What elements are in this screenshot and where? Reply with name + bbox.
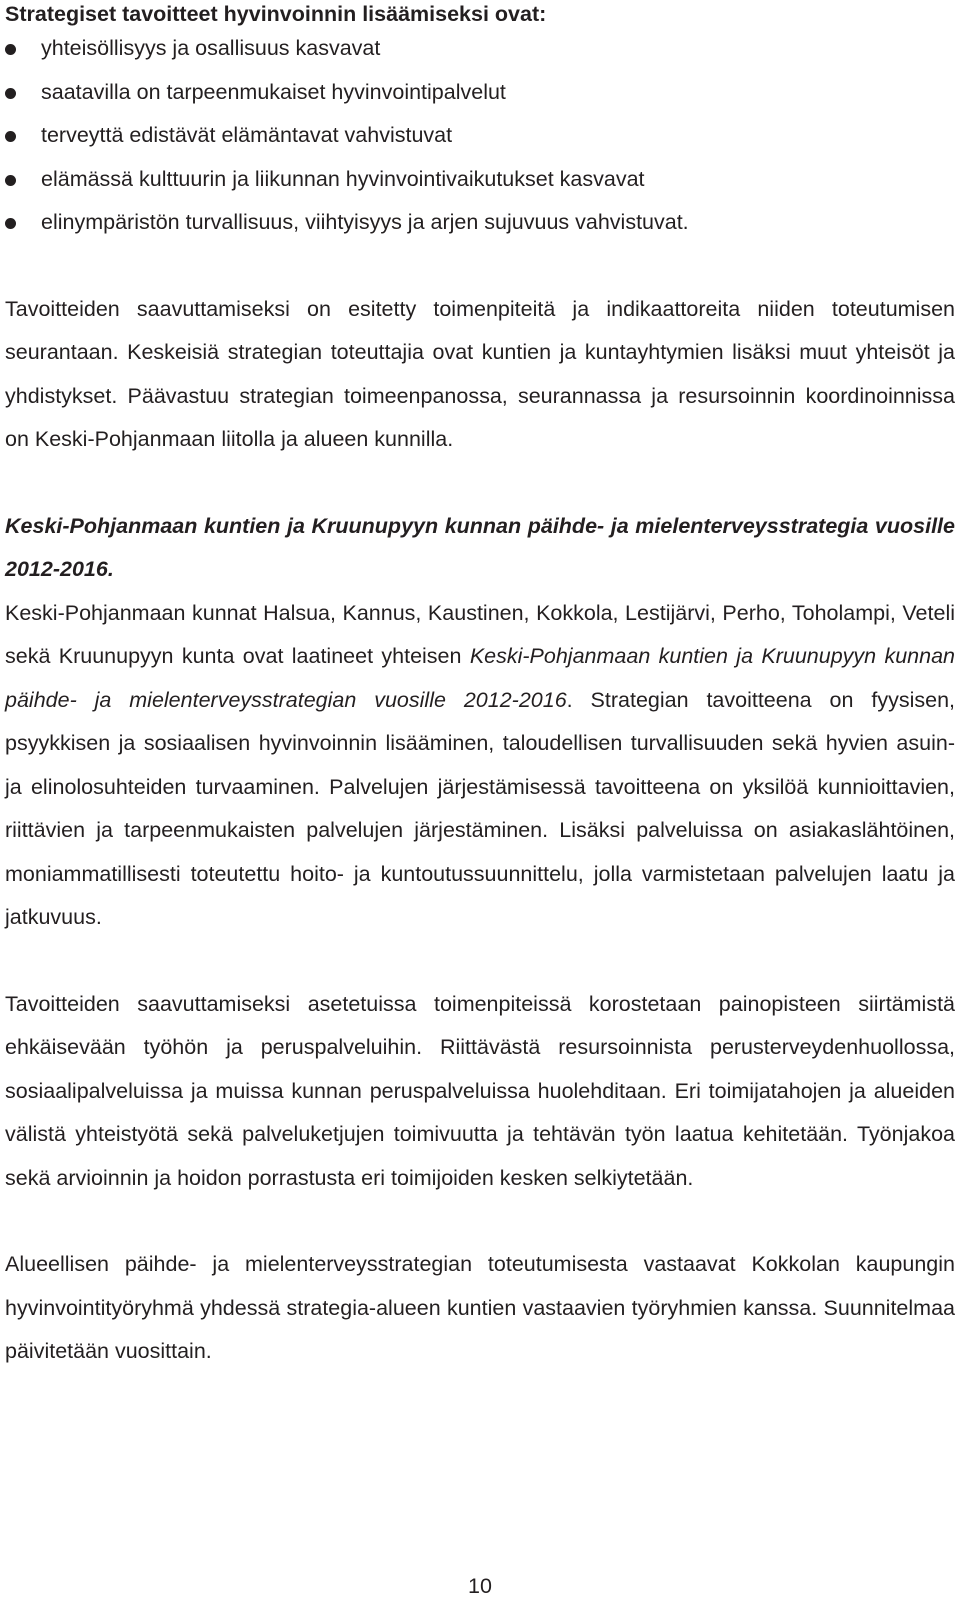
paragraph-measures: Tavoitteiden saavuttamiseksi asetetuissa toimenpiteissä korostetaan painopisteen siirtämistä ehkäisevään työhön ja peruspalveluihin. Riittävästä resursoinnista perusterveydenhuollossa, sosiaalipalveluissa ja muissa kunnan peruspalveluissa huolehditaan. Eri toimijatahojen ja alueiden välistä yhteistyötä sekä palveluketjujen toimivuutta ja tehtävän työn laatua kehitetään. Työnjakoa sekä arvioinnin ja hoidon porrastusta eri toimijoiden kesken selkiytetään.	[5, 991, 955, 1190]
bullet-icon	[5, 131, 16, 142]
goal-text: terveyttä edistävät elämäntavat vahvistuvat	[41, 123, 453, 147]
goal-text: yhteisöllisyys ja osallisuus kasvavat	[41, 36, 381, 60]
list-item	[5, 71, 955, 115]
list-item	[5, 114, 955, 158]
page-number: 10	[468, 1574, 492, 1598]
strategy-text-start: Keski-Pohjanmaan kunnat Halsua, Kannus, Kaustinen, Kokkola, Lestijärvi, Perho, Toholampi, Veteli sekä Kruunupyyn kunta ovat laatineet yhteisen	[5, 600, 955, 668]
paragraph-strategy	[5, 592, 955, 940]
goal-text: elinympäristön turvallisuus, viihtyisyys ja arjen sujuvuus vahvistuvat.	[41, 210, 689, 234]
bullet-icon	[5, 218, 16, 229]
goals-list	[5, 27, 955, 245]
paragraph-implementation: Tavoitteiden saavuttamiseksi on esitetty toimenpiteitä ja indikaattoreita niiden toteutumisen seurantaan. Keskeisiä strategian toteuttajia ovat kuntien ja kuntayhtymien lisäksi muut yhteisöt ja yhdistykset. Päävastuu strategian toimeenpanossa, seurannassa ja resursoinnin koordinoinnissa on Keski-Pohjanmaan liitolla ja alueen kunnilla.	[5, 296, 955, 451]
section-title: Keski-Pohjanmaan kuntien ja Kruunupyyn kunnan päihde- ja mielenterveysstrategia vuosille 2012-2016.	[5, 513, 955, 581]
list-item	[5, 201, 955, 245]
document-page	[5, 0, 955, 1374]
goal-text: saatavilla on tarpeenmukaiset hyvinvointipalvelut	[41, 79, 506, 104]
bullet-icon	[5, 88, 16, 99]
goal-text: elämässä kulttuurin ja liikunnan hyvinvointivaikutukset kasvavat	[41, 166, 645, 191]
bullet-icon	[5, 175, 16, 186]
goals-heading: Strategiset tavoitteet hyvinvoinnin lisäämiseksi ovat:	[5, 2, 547, 26]
bullet-icon	[5, 44, 16, 55]
strategy-text-rest: . Strategian tavoitteena on fyysisen, psyykkisen ja sosiaalisen hyvinvoinnin lisääminen, taloudellisen turvallisuuden sekä hyvien asuin- ja elinolosuhteiden turvaaminen. Palvelujen järjestämisessä tavoitteena on yksilöä kunnioittavien, riittävien ja tarpeenmukaisten palvelujen järjestäminen. Lisäksi palveluissa on asiakaslähtöinen, moniammatillisesti toteutettu hoito- ja kuntoutussuunnittelu, jolla varmistetaan palvelujen laatu ja jatkuvuus.	[5, 687, 956, 929]
list-item	[5, 27, 955, 71]
paragraph-responsibility: Alueellisen päihde- ja mielenterveysstrategian toteutumisesta vastaavat Kokkolan kaupungin hyvinvointityöryhmä yhdessä strategia-alueen kuntien vastaavien työryhmien kanssa. Suunnitelmaa päivitetään vuosittain.	[5, 1252, 955, 1363]
strategy-name: Keski-Pohjanmaan kuntien ja Kruunupyyn kunnan päihde- ja mielenterveysstrategian vuosille 2012-2016	[5, 644, 955, 712]
list-item	[5, 158, 955, 202]
